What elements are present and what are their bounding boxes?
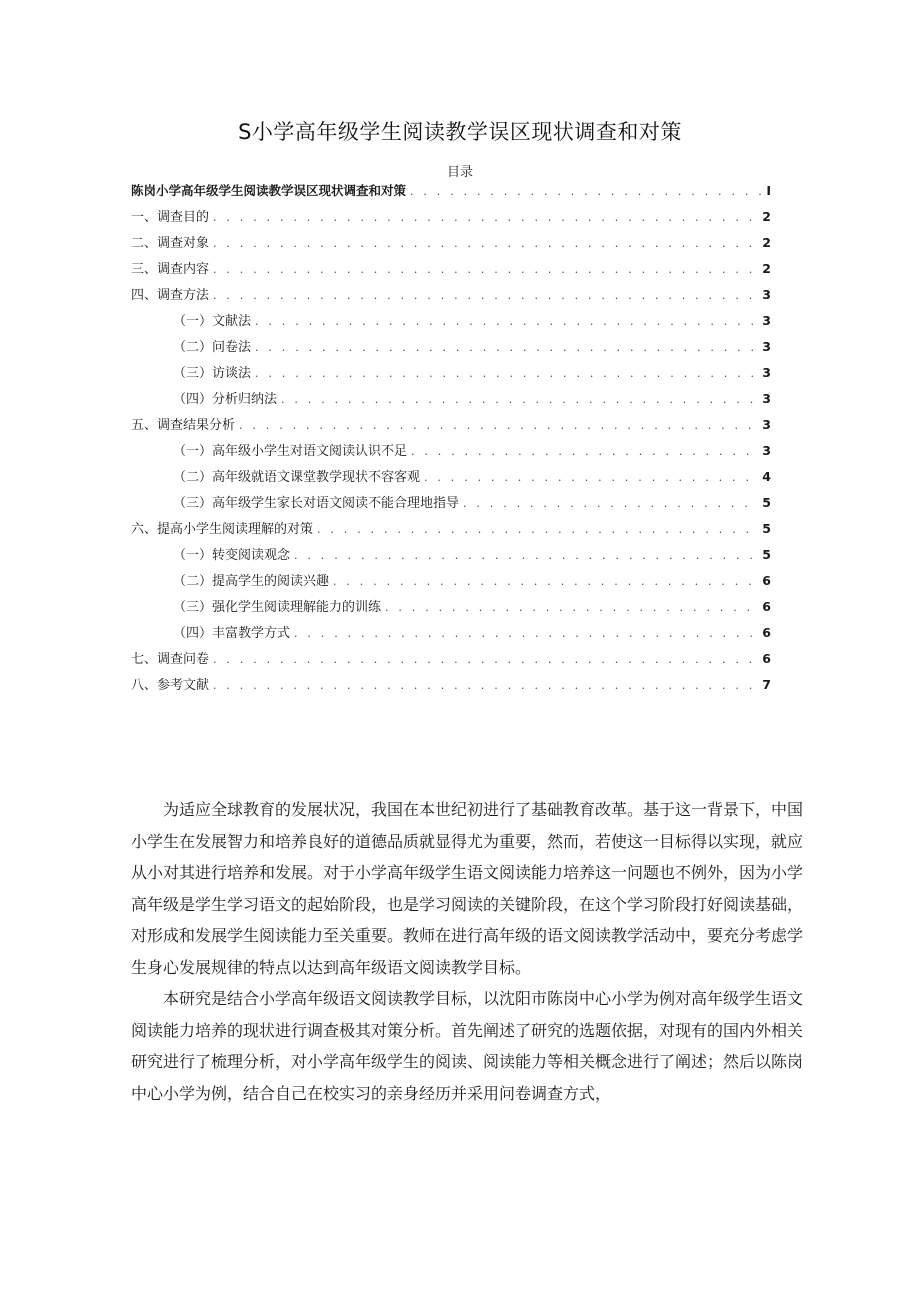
toc-dot-leader: [213, 205, 758, 231]
toc-entry-label: 二、调查对象: [131, 236, 210, 251]
toc-dot-leader: [281, 387, 758, 413]
document-title: S小学高年级学生阅读教学误区现状调查和对策: [238, 120, 682, 144]
toc-entry-label: （二）提高学生的阅读兴趣: [173, 574, 330, 589]
paragraph: 本研究是结合小学高年级语文阅读教学目标，以沈阳市陈岗中心小学为例对高年级学生语文阅读能力培养的现状进行调查极其对策分析。首先阐述了研究的选题依据，对现有的国内外相关研究进行了梳理分析，对小学高年级学生的阅读、阅读能力等相关概念进行了阐述；然后以陈岗中心小学为例，结合自己在校实习的亲身经历并采用问卷调查方式，: [131, 989, 804, 1103]
body-text: [131, 794, 803, 1109]
toc-entry[interactable]: [131, 490, 771, 516]
toc-entry-page: 3: [762, 391, 771, 406]
toc-dot-leader: [463, 491, 758, 517]
toc-entry-page: 6: [762, 651, 771, 666]
toc-dot-leader: [255, 335, 758, 361]
toc-entry-page: 5: [762, 495, 771, 510]
toc-dot-leader: [255, 309, 758, 335]
toc-entry[interactable]: [131, 412, 771, 438]
toc-dot-leader: [385, 595, 758, 621]
toc-entry-page: 3: [762, 313, 771, 328]
table-of-contents: [131, 178, 771, 698]
toc-entry[interactable]: [131, 464, 771, 490]
toc-entry[interactable]: [131, 334, 771, 360]
toc-dot-leader: [294, 543, 758, 569]
toc-entry-page: 3: [762, 287, 771, 302]
toc-entry-label: 八、参考文献: [131, 678, 210, 693]
toc-entry[interactable]: [131, 620, 771, 646]
toc-entry[interactable]: [131, 230, 771, 256]
toc-entry[interactable]: [131, 178, 771, 204]
toc-entry-label: 五、调查结果分析: [131, 418, 236, 433]
toc-entry-page: 6: [762, 625, 771, 640]
toc-entry[interactable]: [131, 594, 771, 620]
toc-entry[interactable]: [131, 516, 771, 542]
toc-dot-leader: [213, 283, 758, 309]
toc-entry-label: （二）高年级就语文课堂教学现状不容客观: [173, 470, 421, 485]
toc-entry-page: I: [766, 183, 771, 198]
toc-entry-page: 2: [762, 209, 771, 224]
toc-entry-page: 5: [762, 547, 771, 562]
toc-dot-leader: [239, 413, 758, 439]
toc-entry-page: 2: [762, 235, 771, 250]
toc-entry-page: 3: [762, 443, 771, 458]
toc-entry-page: 4: [762, 469, 771, 484]
toc-entry-label: （一）转变阅读观念: [173, 548, 291, 563]
toc-dot-leader: [424, 465, 758, 491]
toc-entry-page: 6: [762, 599, 771, 614]
toc-dot-leader: [213, 673, 758, 699]
toc-entry-label: 陈岗小学高年级学生阅读教学误区现状调查和对策: [131, 183, 407, 198]
toc-entry-label: 三、调查内容: [131, 262, 210, 277]
toc-entry-label: （二）问卷法: [173, 340, 252, 355]
toc-dot-leader: [294, 621, 758, 647]
toc-entry-page: 5: [762, 521, 771, 536]
toc-entry-label: （三）强化学生阅读理解能力的训练: [173, 600, 382, 615]
toc-entry[interactable]: [131, 438, 771, 464]
toc-entry-label: （三）访谈法: [173, 366, 252, 381]
toc-entry[interactable]: [131, 204, 771, 230]
toc-entry-page: 3: [762, 417, 771, 432]
toc-dot-leader: [213, 231, 758, 257]
toc-entry-label: （四）分析归纳法: [173, 392, 278, 407]
toc-entry[interactable]: [131, 282, 771, 308]
toc-entry[interactable]: [131, 308, 771, 334]
toc-entry-label: 四、调查方法: [131, 288, 210, 303]
toc-dot-leader: [213, 257, 758, 283]
toc-entry-page: 2: [762, 261, 771, 276]
toc-entry-page: 6: [762, 573, 771, 588]
toc-entry-label: 一、调查目的: [131, 210, 210, 225]
toc-entry[interactable]: [131, 386, 771, 412]
toc-dot-leader: [255, 361, 758, 387]
toc-entry[interactable]: [131, 646, 771, 672]
toc-entry-label: 六、提高小学生阅读理解的对策: [131, 522, 314, 537]
toc-dot-leader: [213, 647, 758, 673]
toc-entry-label: （三）高年级学生家长对语文阅读不能合理地指导: [173, 496, 460, 511]
toc-entry-label: （四）丰富教学方式: [173, 626, 291, 641]
toc-entry[interactable]: [131, 360, 771, 386]
toc-dot-leader: [410, 179, 762, 205]
toc-entry-label: （一）文献法: [173, 314, 252, 329]
paragraph: 为适应全球教育的发展状况，我国在本世纪初进行了基础教育改革。基于这一背景下，中国小学生在发展智力和培养良好的道德品质就显得尤为重要，然而，若使这一目标得以实现，就应从小对其进行培养和发展。对于小学高年级学生语文阅读能力培养这一问题也不例外，因为小学高年级是学生学习语文的起始阶段，也是学习阅读的关键阶段，在这个学习阶段打好阅读基础，对形成和发展学生阅读能力至关重要。教师在进行高年级的语文阅读教学活动中，要充分考虑学生身心发展规律的特点以达到高年级语文阅读教学目标。: [131, 800, 804, 977]
toc-heading: 目录: [446, 165, 473, 180]
toc-entry[interactable]: [131, 568, 771, 594]
toc-entry[interactable]: [131, 672, 771, 698]
toc-entry-label: 七、调查问卷: [131, 652, 210, 667]
toc-entry-page: 3: [762, 339, 771, 354]
toc-entry-page: 7: [762, 677, 771, 692]
toc-entry[interactable]: [131, 256, 771, 282]
toc-entry-label: （一）高年级小学生对语文阅读认识不足: [173, 444, 408, 459]
toc-dot-leader: [411, 439, 758, 465]
toc-entry[interactable]: [131, 542, 771, 568]
toc-dot-leader: [333, 569, 758, 595]
toc-dot-leader: [317, 517, 758, 543]
toc-entry-page: 3: [762, 365, 771, 380]
